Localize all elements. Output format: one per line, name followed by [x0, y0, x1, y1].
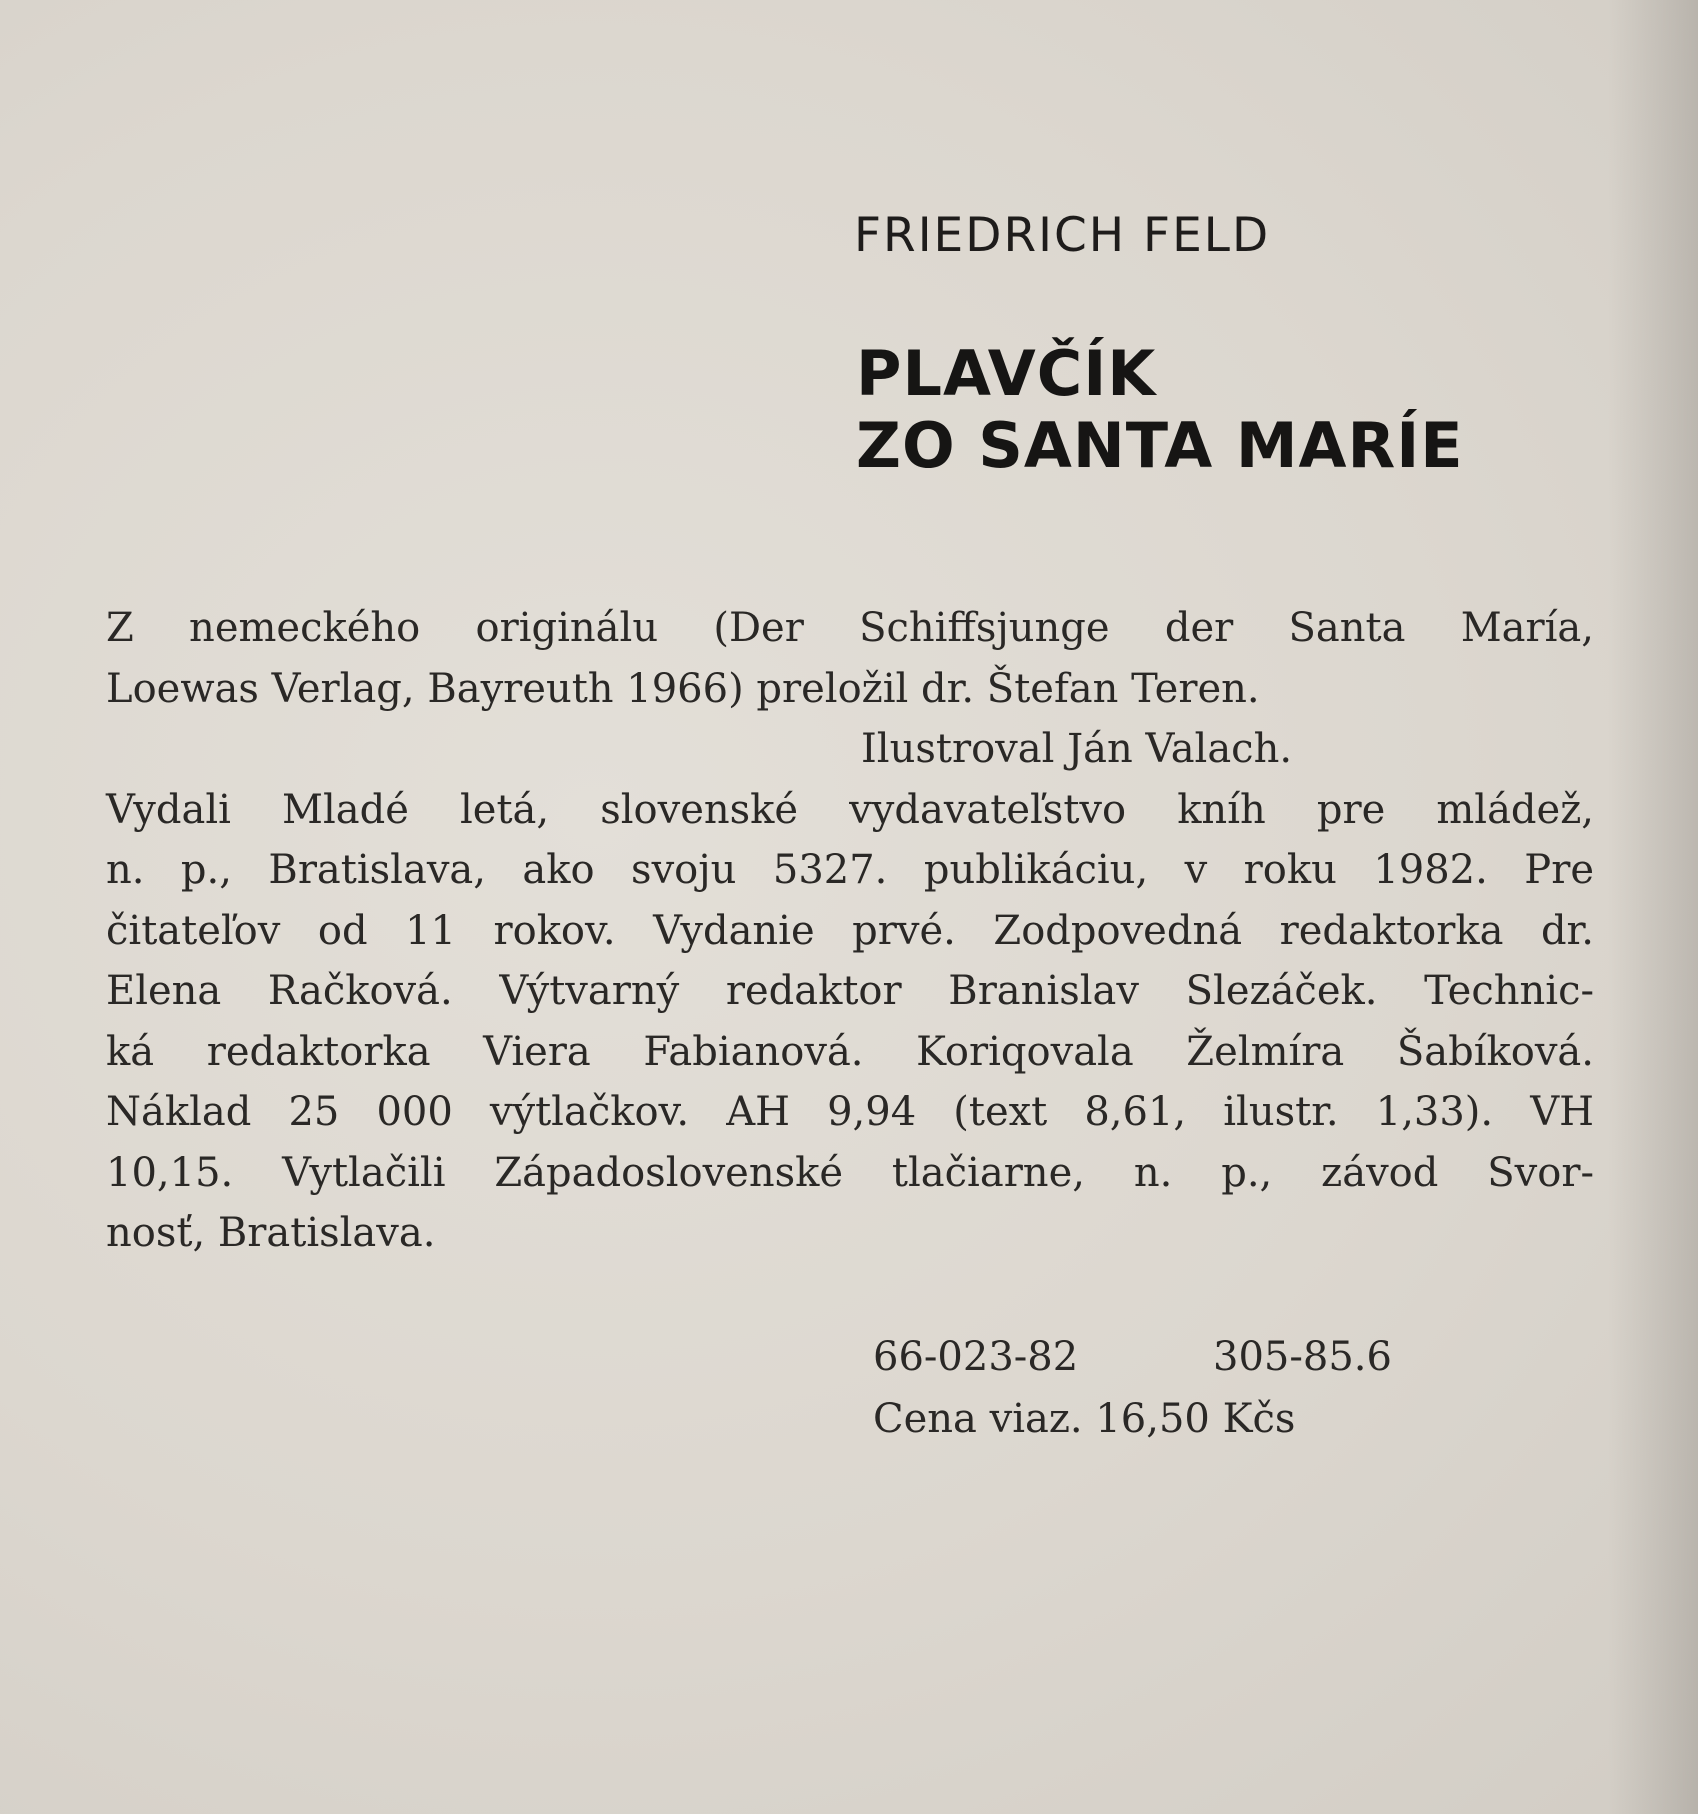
title-line-2: ZO SANTA MARÍE	[856, 409, 1464, 482]
catalog-codes	[873, 1326, 1392, 1450]
translation-line-2: Loewas Verlag, Bayreuth 1966) preložil dr. Štefan Teren.	[106, 665, 1260, 712]
colophon-line-7: 10,15. Vytlačili Západoslovenské tlačiarne, n. p., závod Svor-	[106, 1149, 1594, 1196]
colophon-line-1: Vydali Mladé letá, slovenské vydavateľstvo kníh pre mládež,	[106, 786, 1594, 833]
author-name: FRIEDRICH FELD	[854, 208, 1271, 263]
colophon-line-5: ká redaktorka Viera Fabianová. Koriqovala Želmíra Šabíková.	[106, 1028, 1594, 1075]
book-title	[856, 338, 1464, 482]
colophon-line-2: n. p., Bratislava, ako svoju 5327. publikáciu, v roku 1982. Pre	[106, 847, 1594, 893]
title-line-1: PLAVČÍK	[856, 337, 1157, 410]
classification-code: 305-85.6	[1213, 1334, 1392, 1380]
code-row	[873, 1326, 1392, 1388]
colophon-line-8: nosť, Bratislava.	[106, 1210, 436, 1256]
illustrator-line: Ilustroval Ján Valach.	[861, 726, 1293, 772]
colophon-line-6: Náklad 25 000 výtlačkov. AH 9,94 (text 8,61, ilustr. 1,33). VH	[106, 1089, 1594, 1135]
translation-line-1: Z nemeckého originálu (Der Schiffsjunge der Santa María,	[106, 605, 1594, 651]
colophon-line-3: čitateľov od 11 rokov. Vydanie prvé. Zodpovedná redaktorka dr.	[106, 907, 1594, 954]
catalog-code: 66-023-82	[873, 1334, 1079, 1380]
colophon-line-4: Elena Račková. Výtvarný redaktor Branislav Slezáček. Technic-	[106, 968, 1594, 1014]
price-line: Cena viaz. 16,50 Kčs	[873, 1396, 1296, 1442]
imprint-text	[106, 598, 1606, 1264]
